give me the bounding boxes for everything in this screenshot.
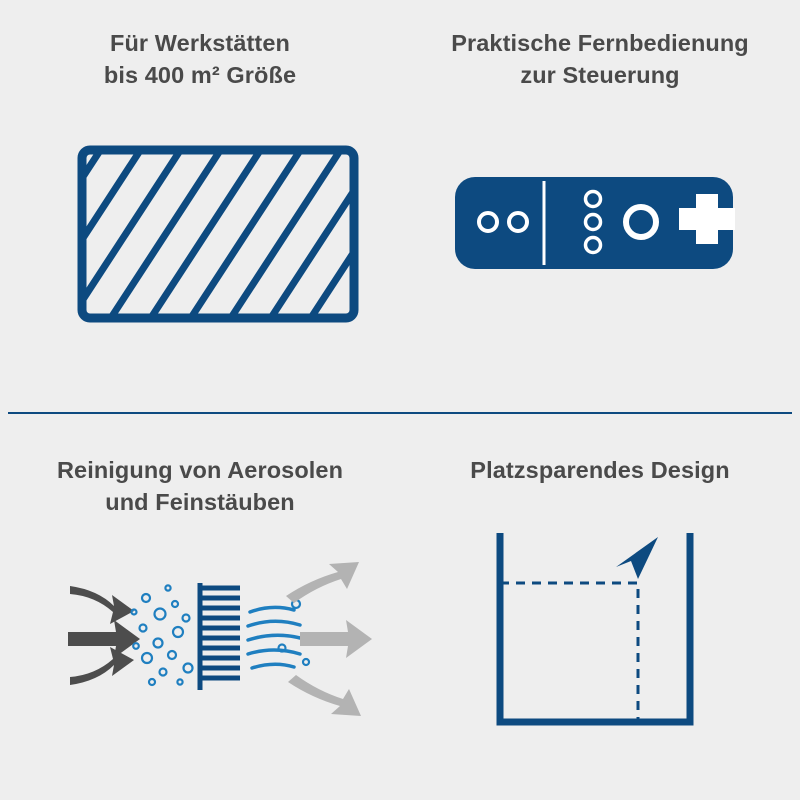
panel-remote-control: [400, 0, 800, 400]
corner-placement-icon: [400, 400, 800, 800]
caption-line-2: bis 400 m² Größe: [103, 61, 297, 88]
caption-line-1: Praktische Fernbedienung: [451, 30, 749, 56]
caption-line-2: zur Steuerung: [520, 61, 680, 88]
caption-line-2: und Feinstäuben: [105, 488, 295, 515]
remote-control-icon: [400, 0, 800, 400]
caption-line-1: Für Werkstätten: [110, 30, 290, 56]
panel-workshop-size: [0, 0, 400, 400]
airflow-filter-icon: [0, 400, 400, 800]
panel-space-saving: [400, 400, 800, 800]
hatched-room-rectangle-icon: [0, 0, 400, 400]
panel-aerosol-cleaning: [0, 400, 400, 800]
caption-line-1: Reinigung von Aerosolen: [56, 457, 344, 483]
caption-line-1: Platzsparendes Design: [470, 457, 730, 483]
